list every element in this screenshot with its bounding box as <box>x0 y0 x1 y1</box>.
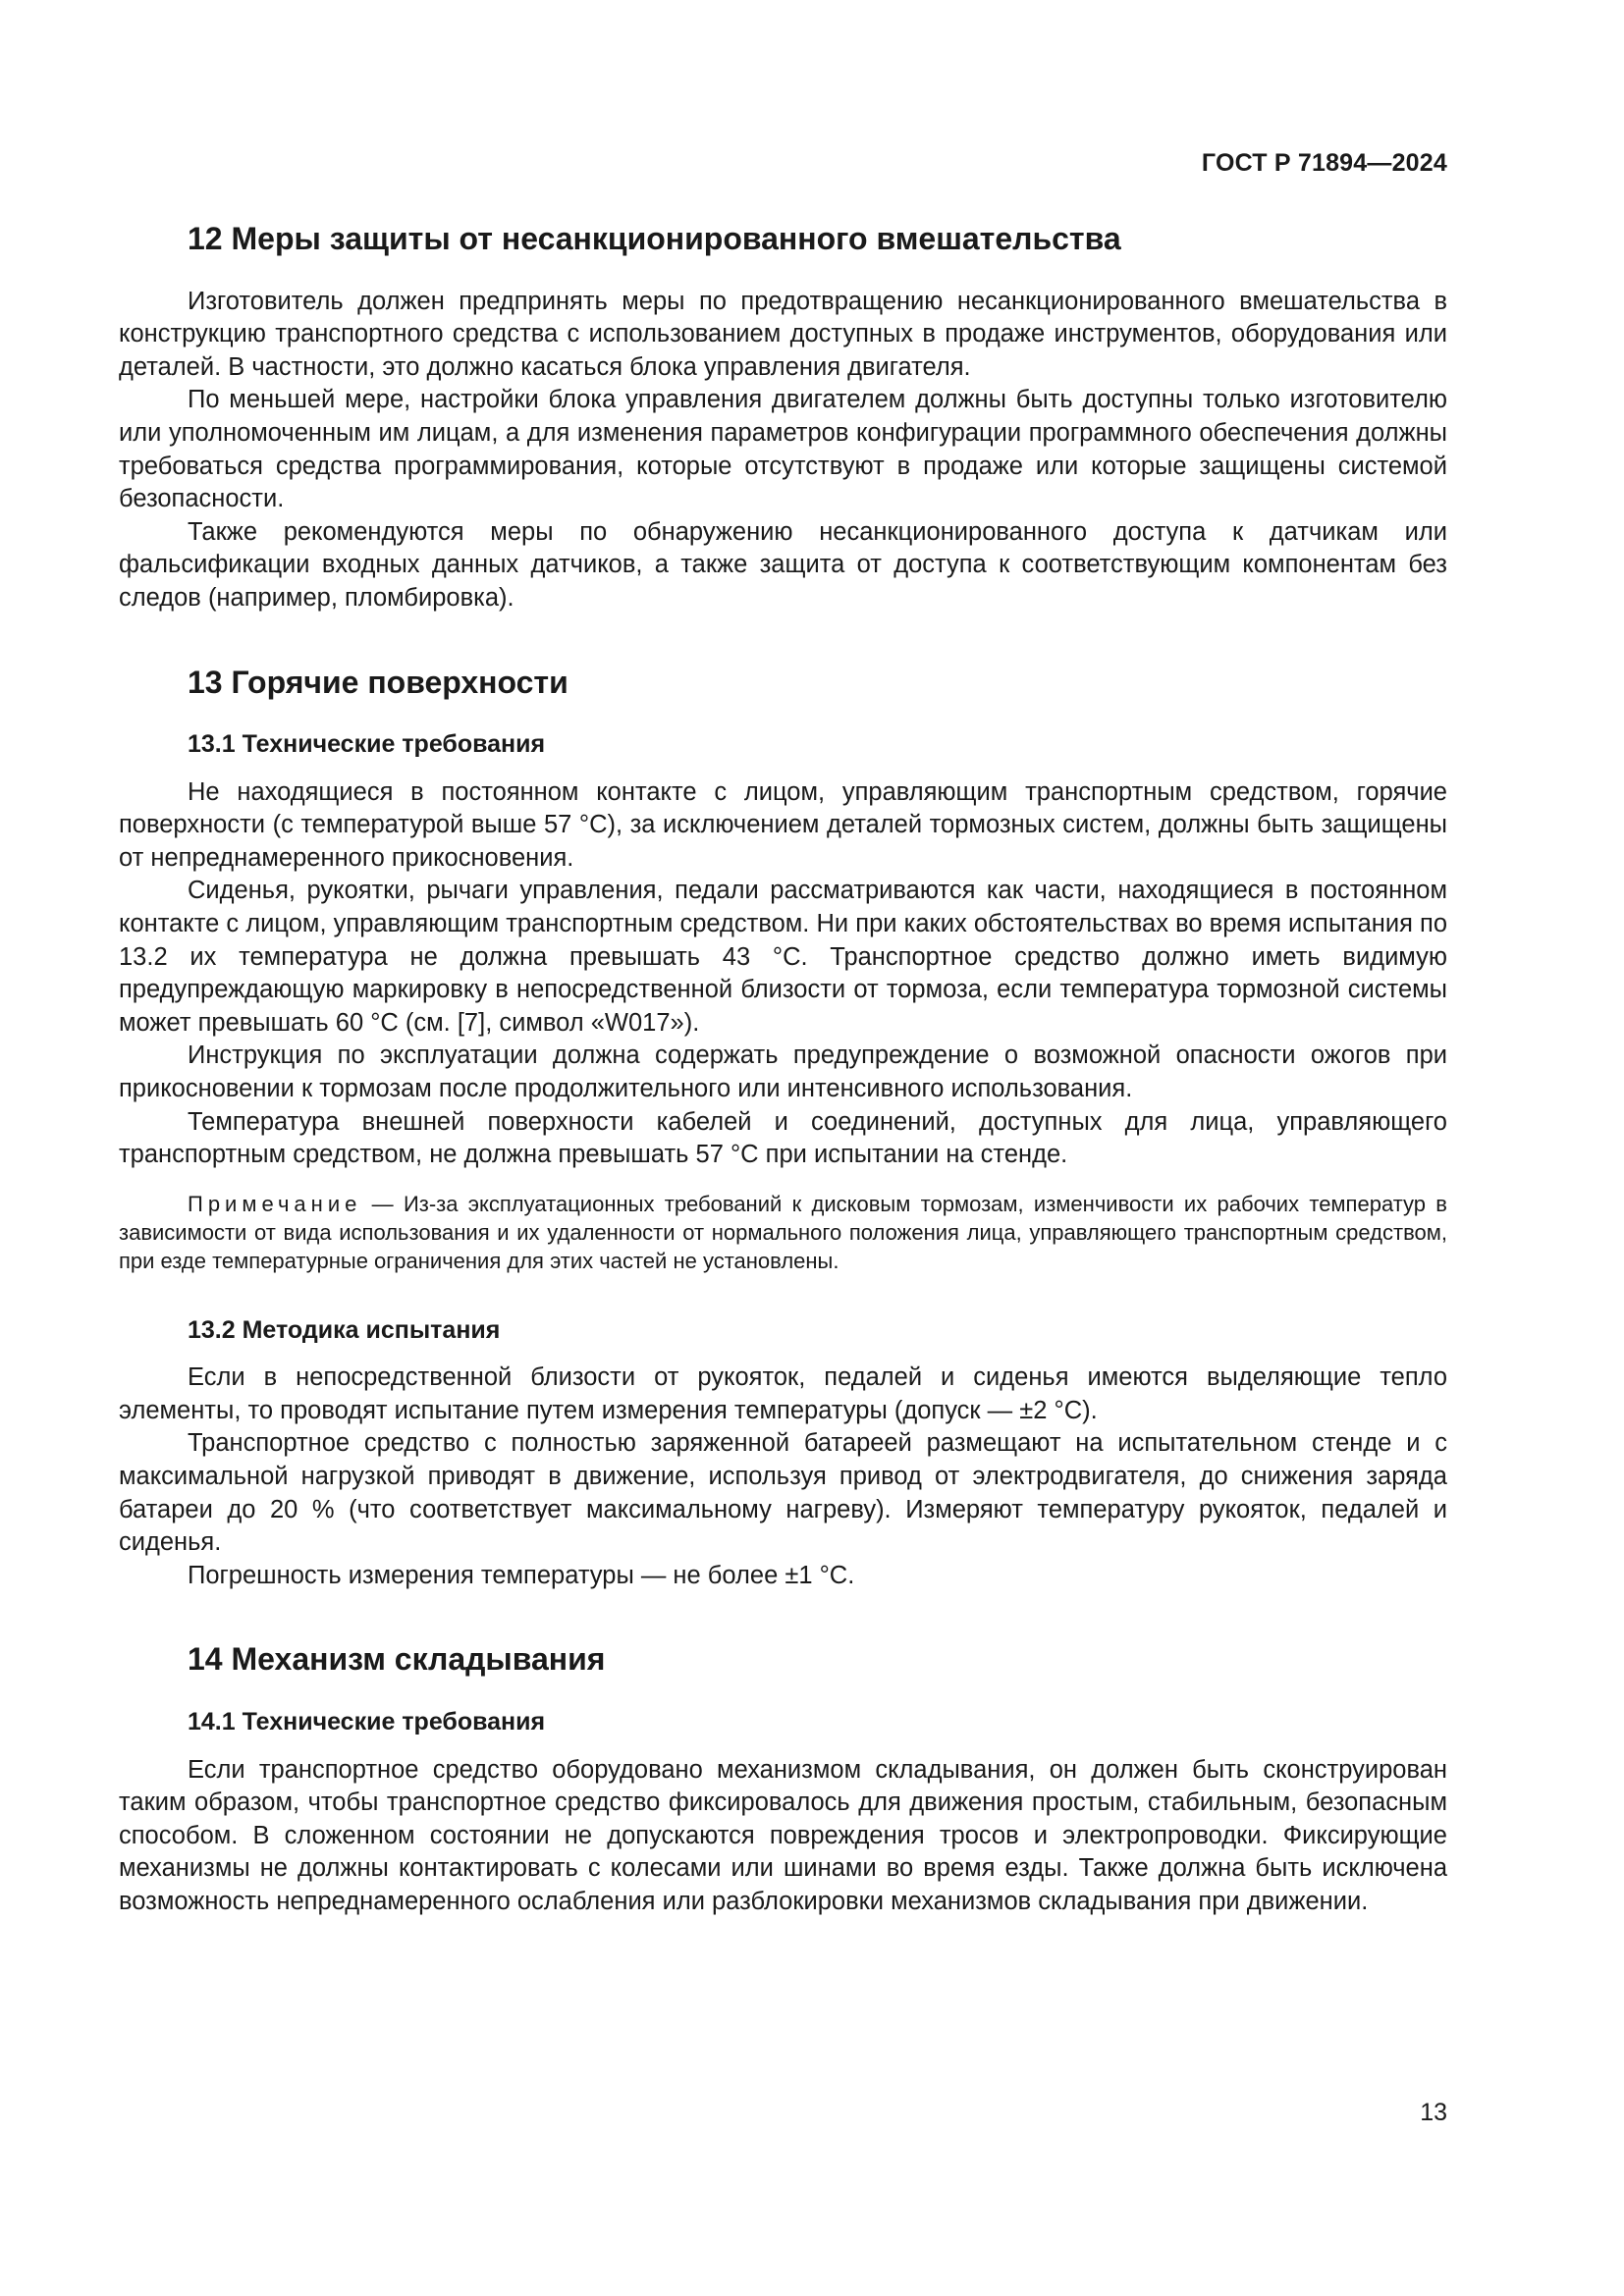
page-content <box>119 219 1447 1965</box>
section-heading: 14 Механизм складывания <box>188 1641 606 1678</box>
document-code: ГОСТ Р 71894—2024 <box>1201 149 1447 177</box>
note-label: Примечание <box>188 1191 362 1216</box>
paragraph: Температура внешней поверхности кабелей и соединений, доступных для лица, управляющего транспортным средством, не должна превышать 57 °С при испытании на стенде. <box>119 1107 1447 1169</box>
note-text: — Из-за эксплуатационных требований к дисковым тормозам, изменчивости их рабочих температур в зависимости от вида использования и их удаленности от нормального положения лица, управляющего транспортным средством, при езде температурные ограничения для этих частей не установлены. <box>119 1191 1447 1273</box>
section-12 <box>119 219 1447 615</box>
section-14 <box>119 1639 1447 1918</box>
paragraph: Транспортное средство с полностью заряженной батареей размещают на испытательном стенде и с максимальной нагрузкой приводят в движение, используя привод от электродвигателя, до снижения заряда батареи до 20 % (что соответствует максимальному нагреву). Измеряют температуру рукояток, педалей и сиденья. <box>119 1429 1447 1557</box>
subsection-heading: 13.2 Методика испытания <box>188 1315 501 1344</box>
section-heading: 12 Меры защиты от несанкционированного вмешательства <box>188 221 1121 256</box>
paragraph: Если транспортное средство оборудовано механизмом складывания, он должен быть сконструирован таким образом, чтобы транспортное средство фиксировалось для движения простым, стабильным, безопасным способом. В сложенном состоянии не допускаются повреждения тросов и электропроводки. Фиксирующие механизмы не должны контактировать с колесами или шинами во время езды. Также должна быть исключена возможность непреднамеренного ослабления или разблокировки механизмов складывания при движении. <box>119 1755 1447 1915</box>
page-number: 13 <box>1420 2099 1447 2126</box>
paragraph: Если в непосредственной близости от рукояток, педалей и сиденья имеются выделяющие тепло элементы, то проводят испытание путем измерения температуры (допуск — ±2 °С). <box>119 1363 1447 1424</box>
section-heading: 13 Горячие поверхности <box>188 664 568 700</box>
paragraph: Также рекомендуются меры по обнаружению несанкционированного доступа к датчикам или фальсификации входных данных датчиков, а также защита от доступа к соответствующим компонентам без следов (например, пломбировка). <box>119 517 1447 612</box>
paragraph: Сиденья, рукоятки, рычаги управления, педали рассматриваются как части, находящиеся в постоянном контакте с лицом, управляющим транспортным средством. Ни при каких обстоятельствах во время испытания по 13.2 их температура не должна превышать 43 °С. Транспортное средство должно иметь видимую предупреждающую маркировку в непосредственной близости от тормоза, если температура тормозной системы может превышать 60 °С (см. [7], символ «W017»). <box>119 877 1447 1037</box>
paragraph: Не находящиеся в постоянном контакте с лицом, управляющим транспортным средством, горячие поверхности (с температурой выше 57 °С), за исключением деталей тормозных систем, должны быть защищены от непреднамеренного прикосновения. <box>119 777 1447 872</box>
paragraph: Погрешность измерения температуры — не более ±1 °С. <box>188 1561 855 1589</box>
paragraph: По меньшей мере, настройки блока управления двигателем должны быть доступны только изготовителю или уполномоченным им лицам, а для изменения параметров конфигурации программного обеспечения должны требоваться средства программирования, которые отсутствуют в продаже или которые защищены системой безопасности. <box>119 386 1447 513</box>
note <box>119 1190 1447 1275</box>
subsection-13-2 <box>119 1314 1447 1593</box>
subsection-heading: 14.1 Технические требования <box>188 1708 546 1735</box>
subsection-14-1 <box>119 1706 1447 1918</box>
section-13 <box>119 663 1447 1593</box>
subsection-13-1 <box>119 728 1447 1275</box>
subsection-heading: 13.1 Технические требования <box>188 730 546 759</box>
paragraph: Изготовитель должен предпринять меры по предотвращению несанкционированного вмешательства в конструкцию транспортного средства с использованием доступных в продаже инструментов, оборудования или деталей. В частности, это должно касаться блока управления двигателя. <box>119 287 1447 381</box>
paragraph: Инструкция по эксплуатации должна содержать предупреждение о возможной опасности ожогов при прикосновении к тормозам после продолжительного или интенсивного использования. <box>119 1041 1447 1102</box>
